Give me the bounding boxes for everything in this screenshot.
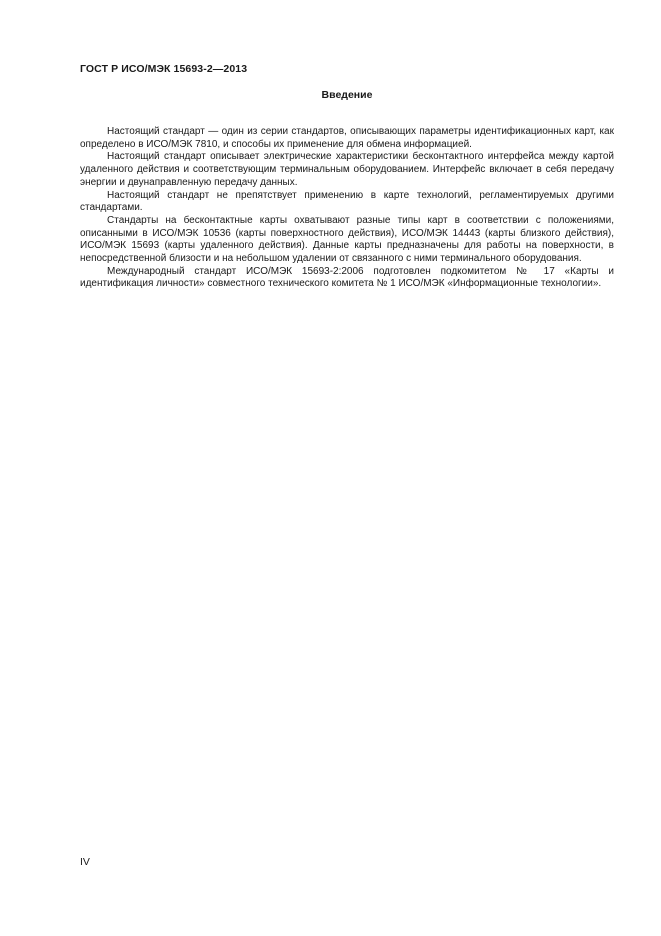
introduction-body	[80, 126, 614, 291]
document-designation: ГОСТ Р ИСО/МЭК 15693-2—2013	[80, 63, 248, 75]
paragraph: Настоящий стандарт — один из серии стандартов, описывающих параметры идентификационных карт, как определено в ИСО/МЭК 7810, и способы их применение для обмена информацией.	[80, 126, 614, 150]
paragraph: Настоящий стандарт не препятствует применению в карте технологий, регламентируемых другими стандартами.	[80, 189, 614, 214]
paragraph: Международный стандарт ИСО/МЭК 15693-2:2006 подготовлен подкомитетом № 17 «Карты и идентификация личности» совместного технического комитета № 1 ИСО/МЭК «Информационные технологии».	[80, 265, 614, 290]
paragraph: Стандарты на бесконтактные карты охватывают разные типы карт в соответствии с положениями, описанными в ИСО/МЭК 10536 (карты поверхностного действия), ИСО/МЭК 14443 (карты близкого действия), ИСО/МЭК 15693 (карты удаленного действия). Данные карты предназначены для работы на поверхности, в непосредственной близости и на небольшом удалении от связанного с ними терминального оборудования.	[80, 214, 614, 265]
paragraph: Настоящий стандарт описывает электрические характеристики бесконтактного интерфейса между картой удаленного действия и соответствующим терминальным оборудованием. Интерфейс включает в себя передачу энергии и двунаправленную передачу данных.	[80, 151, 614, 188]
section-title: Введение	[321, 89, 373, 101]
page-number: IV	[80, 856, 90, 868]
